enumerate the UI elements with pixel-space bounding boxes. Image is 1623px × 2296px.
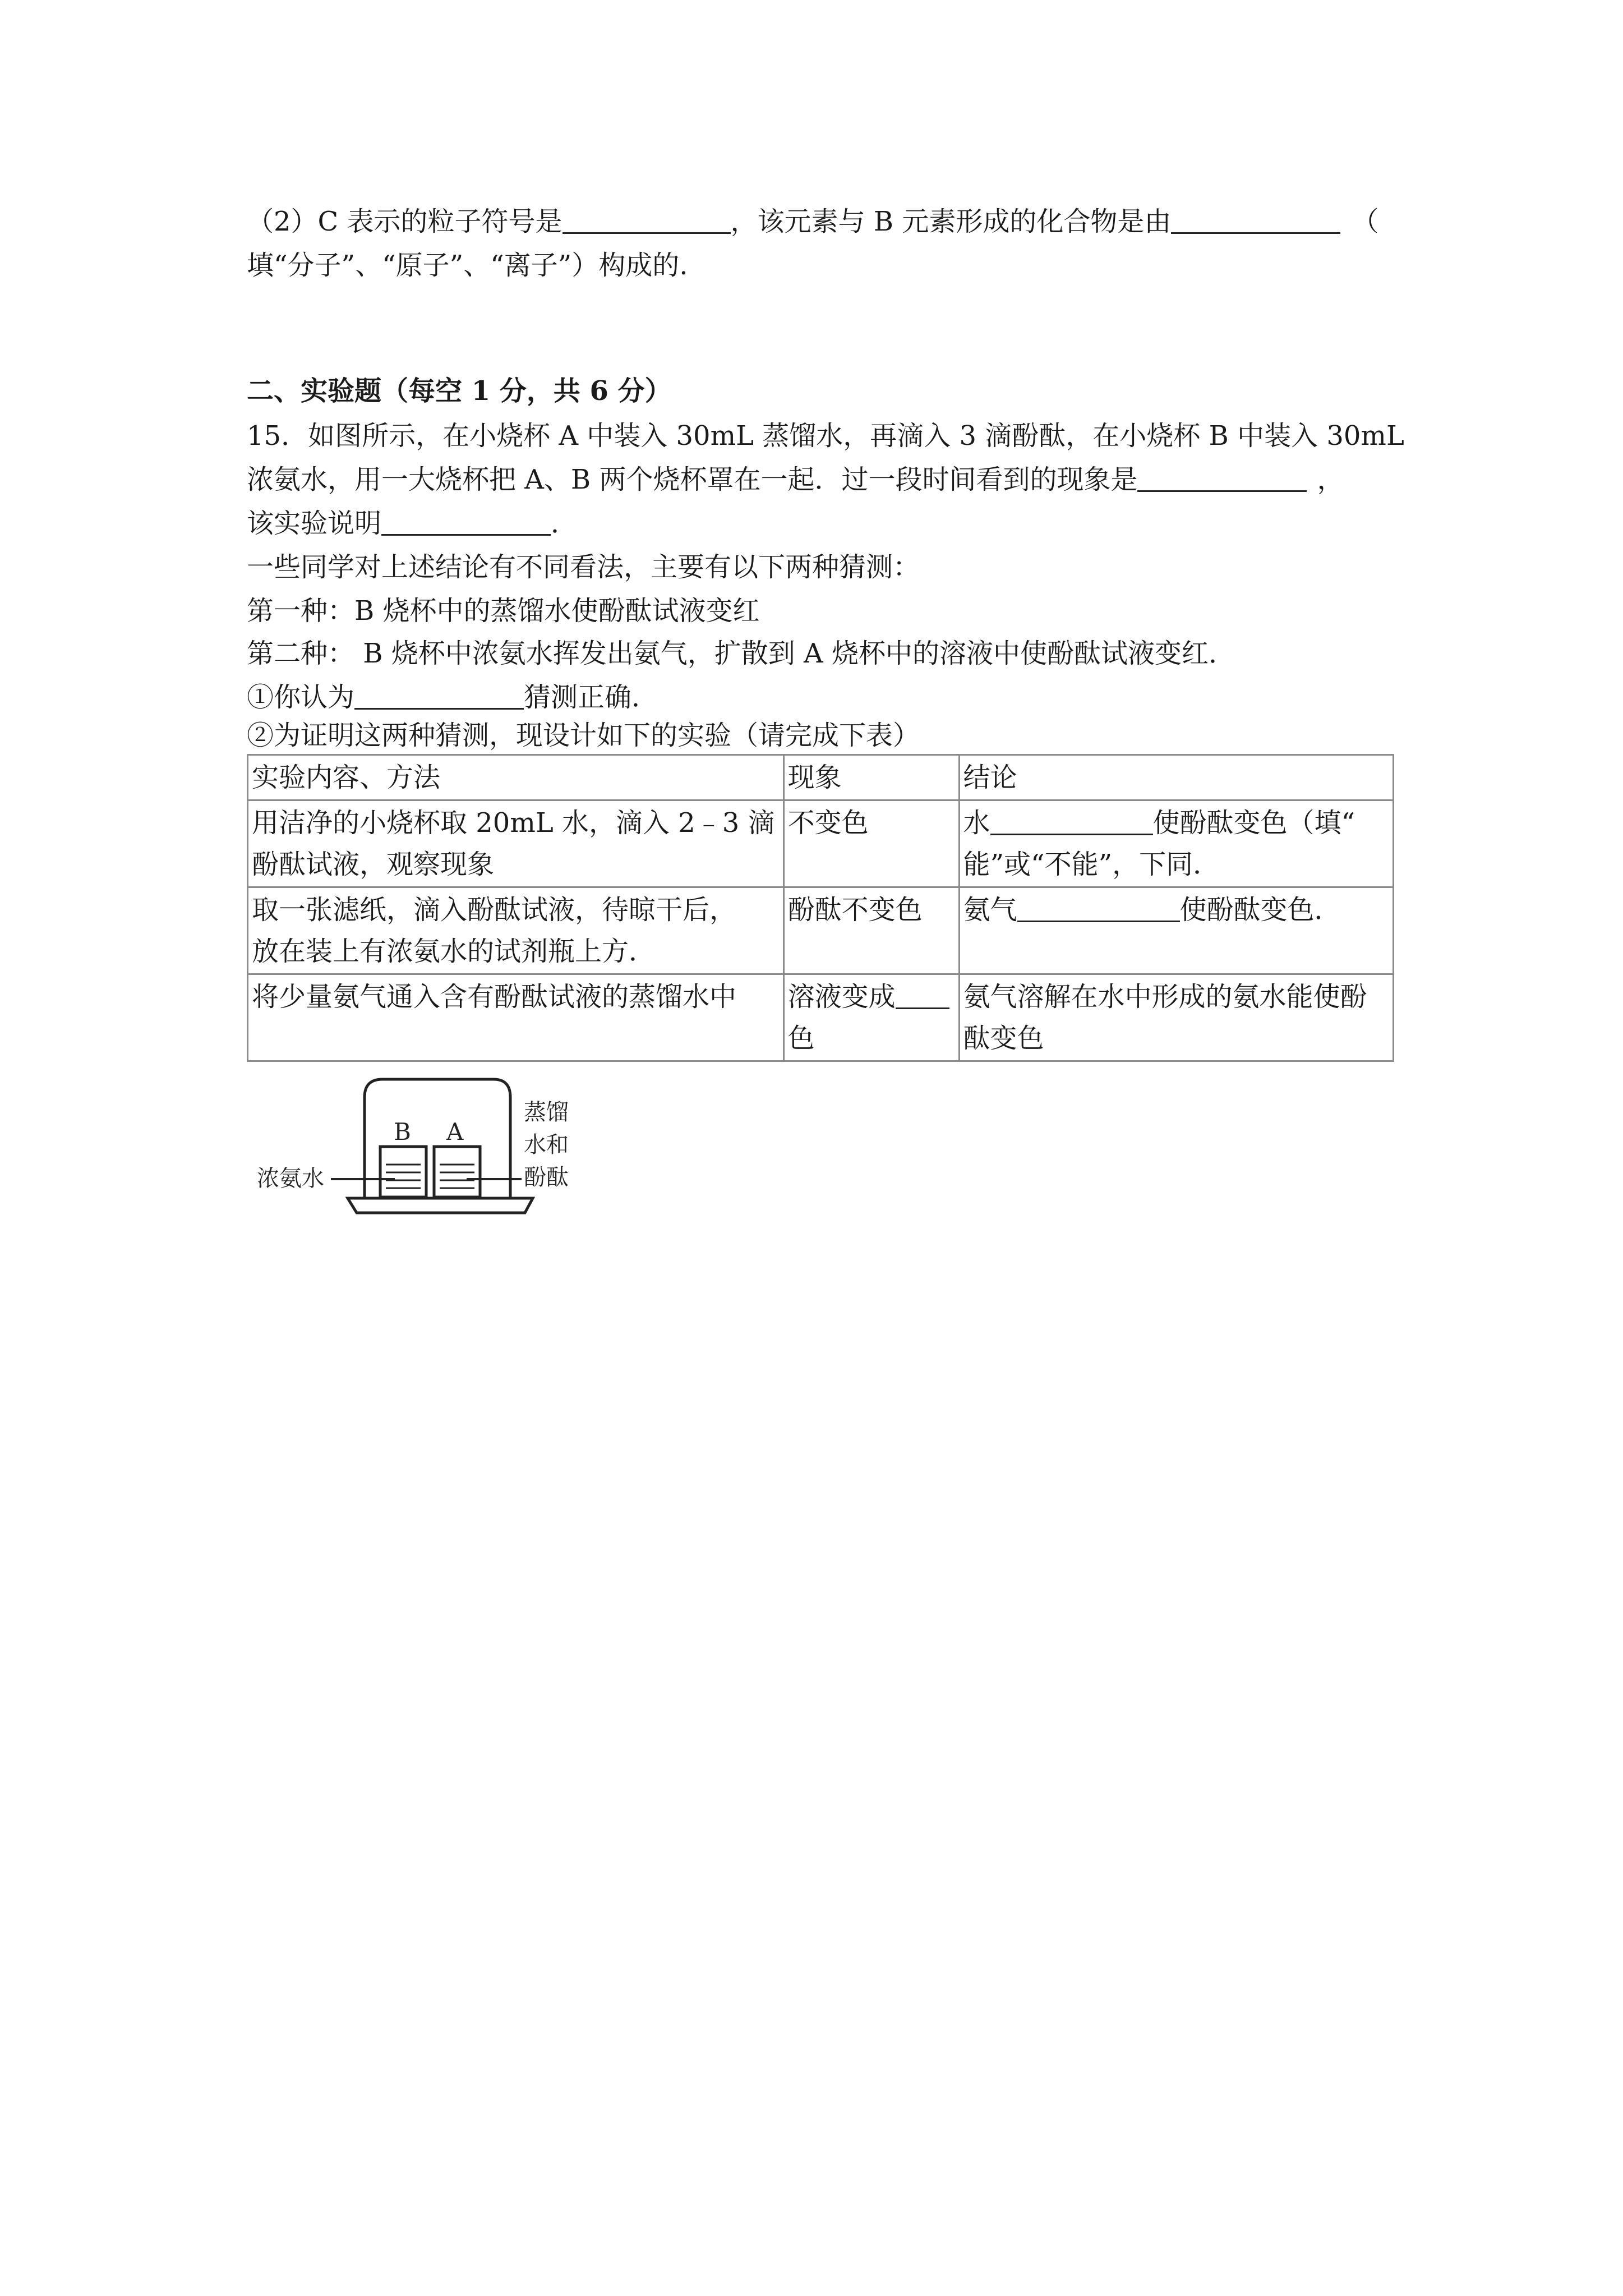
- row2-method-line1: 取一张滤纸，滴入酚酞试液，待晾干后，: [252, 894, 737, 926]
- q15-line7-text-b: 猜测正确．: [524, 682, 659, 713]
- q15-line5: 第一种：B 烧杯中的蒸馏水使酚酞试液变红: [247, 595, 760, 627]
- answer-blank[interactable]: [1171, 203, 1340, 234]
- answer-blank[interactable]: [354, 679, 524, 710]
- row2-conclusion-text-a: 氨气: [963, 894, 1017, 926]
- q15-line2: [247, 461, 1344, 498]
- row1-conclusion-text-a: 水: [963, 807, 990, 839]
- row3-method-line1: 将少量氨气通入含有酚酞试液的蒸馏水中: [252, 981, 737, 1013]
- q14-part2-text-a: （2）C 表示的粒子符号是: [247, 206, 562, 237]
- row2-phenomenon: 酚酞不变色: [783, 887, 959, 974]
- answer-blank[interactable]: [1017, 891, 1180, 922]
- row1-conclusion-text-b: 使酚酞变色（填“: [1152, 807, 1355, 839]
- table-header-row: [248, 755, 1394, 800]
- table-header-method: 实验内容、方法: [248, 755, 784, 800]
- row3-phenomenon-text: 溶液变成: [787, 981, 896, 1013]
- q15-line3-text: 该实验说明: [247, 508, 382, 539]
- row3-conclusion: [959, 974, 1394, 1061]
- table-row: [248, 974, 1394, 1061]
- row1-conclusion-line2: 能”或“不能”，下同．: [963, 849, 1220, 880]
- q15-line2-comma: ，: [1317, 464, 1344, 495]
- table-row: [248, 887, 1394, 974]
- q14-part2-text-b: ，该元素与 B 元素形成的化合物是由: [730, 206, 1172, 237]
- row1-method: [248, 800, 784, 887]
- row1-conclusion: [959, 800, 1394, 887]
- row3-phenomenon: [783, 974, 959, 1061]
- label-right-line3: 酚酞: [524, 1165, 569, 1190]
- row3-conclusion-line1: 氨气溶解在水中形成的氨水能使酚: [963, 981, 1367, 1013]
- row3-phenomenon-line1: [788, 976, 955, 1018]
- base-platform: [348, 1198, 533, 1213]
- q15-line4: 一些同学对上述结论有不同看法，主要有以下两种猜测：: [247, 551, 920, 583]
- row2-method: [248, 887, 784, 974]
- row1-method-line1: 用洁净的小烧杯取 20mL 水，滴入 2﹣3 滴: [252, 807, 775, 839]
- label-a: A: [446, 1118, 464, 1145]
- label-right-line2: 水和: [524, 1132, 569, 1158]
- experiment-table: [247, 754, 1394, 1062]
- q14-part2-line1: [247, 203, 1378, 240]
- answer-blank[interactable]: [562, 203, 731, 234]
- label-right-line1: 蒸馏: [524, 1099, 569, 1125]
- row2-conclusion-text-b: 使酚酞变色．: [1179, 894, 1341, 926]
- q15-line3: [247, 505, 578, 542]
- row1-conclusion-line1: [963, 802, 1390, 844]
- answer-blank[interactable]: [1137, 461, 1307, 492]
- label-b: B: [394, 1118, 411, 1145]
- row3-phenomenon-line2: 色: [787, 1023, 815, 1054]
- answer-blank[interactable]: [381, 505, 551, 536]
- answer-blank[interactable]: [896, 978, 949, 1009]
- q15-line7: [247, 679, 658, 716]
- row1-method-line2: 酚酞试液，观察现象: [252, 849, 495, 880]
- row3-method: [248, 974, 784, 1061]
- row2-conclusion: [959, 887, 1394, 974]
- apparatus-figure: [247, 1068, 572, 1216]
- row1-phenomenon: 不变色: [783, 800, 959, 887]
- q15-line8: ②为证明这两种猜测，现设计如下的实验（请完成下表）: [247, 720, 920, 751]
- q15-line1: 15．如图所示，在小烧杯 A 中装入 30mL 蒸馏水，再滴入 3 滴酚酞，在小烧杯 B 中装入 30mL: [247, 420, 1404, 452]
- q15-line6: 第二种： B 烧杯中浓氨水挥发出氨气，扩散到 A 烧杯中的溶液中使酚酞试液变红．: [247, 638, 1235, 669]
- q14-part2-line2: 填“分子”、“原子”、“离子”）构成的.: [247, 250, 688, 281]
- table-row: [248, 800, 1394, 887]
- q15-line3-period: ．: [551, 508, 578, 539]
- answer-blank[interactable]: [990, 804, 1153, 835]
- row2-method-line2: 放在装上有浓氨水的试剂瓶上方．: [252, 936, 656, 967]
- q15-line2-text: 浓氨水，用一大烧杯把 A、B 两个烧杯罩在一起．过一段时间看到的现象是: [247, 464, 1138, 495]
- label-concentrated-ammonia: 浓氨水: [257, 1166, 324, 1191]
- row3-conclusion-line2: 酞变色: [963, 1023, 1044, 1054]
- table-header-phenomenon: 现象: [783, 755, 959, 800]
- table-header-conclusion: 结论: [959, 755, 1394, 800]
- q14-part2-text-c: （: [1352, 206, 1379, 237]
- row2-conclusion-line1: [963, 889, 1390, 931]
- q15-line7-text: ①你认为: [247, 682, 355, 713]
- section-heading: 二、实验题（每空 1 分，共 6 分）: [247, 375, 672, 407]
